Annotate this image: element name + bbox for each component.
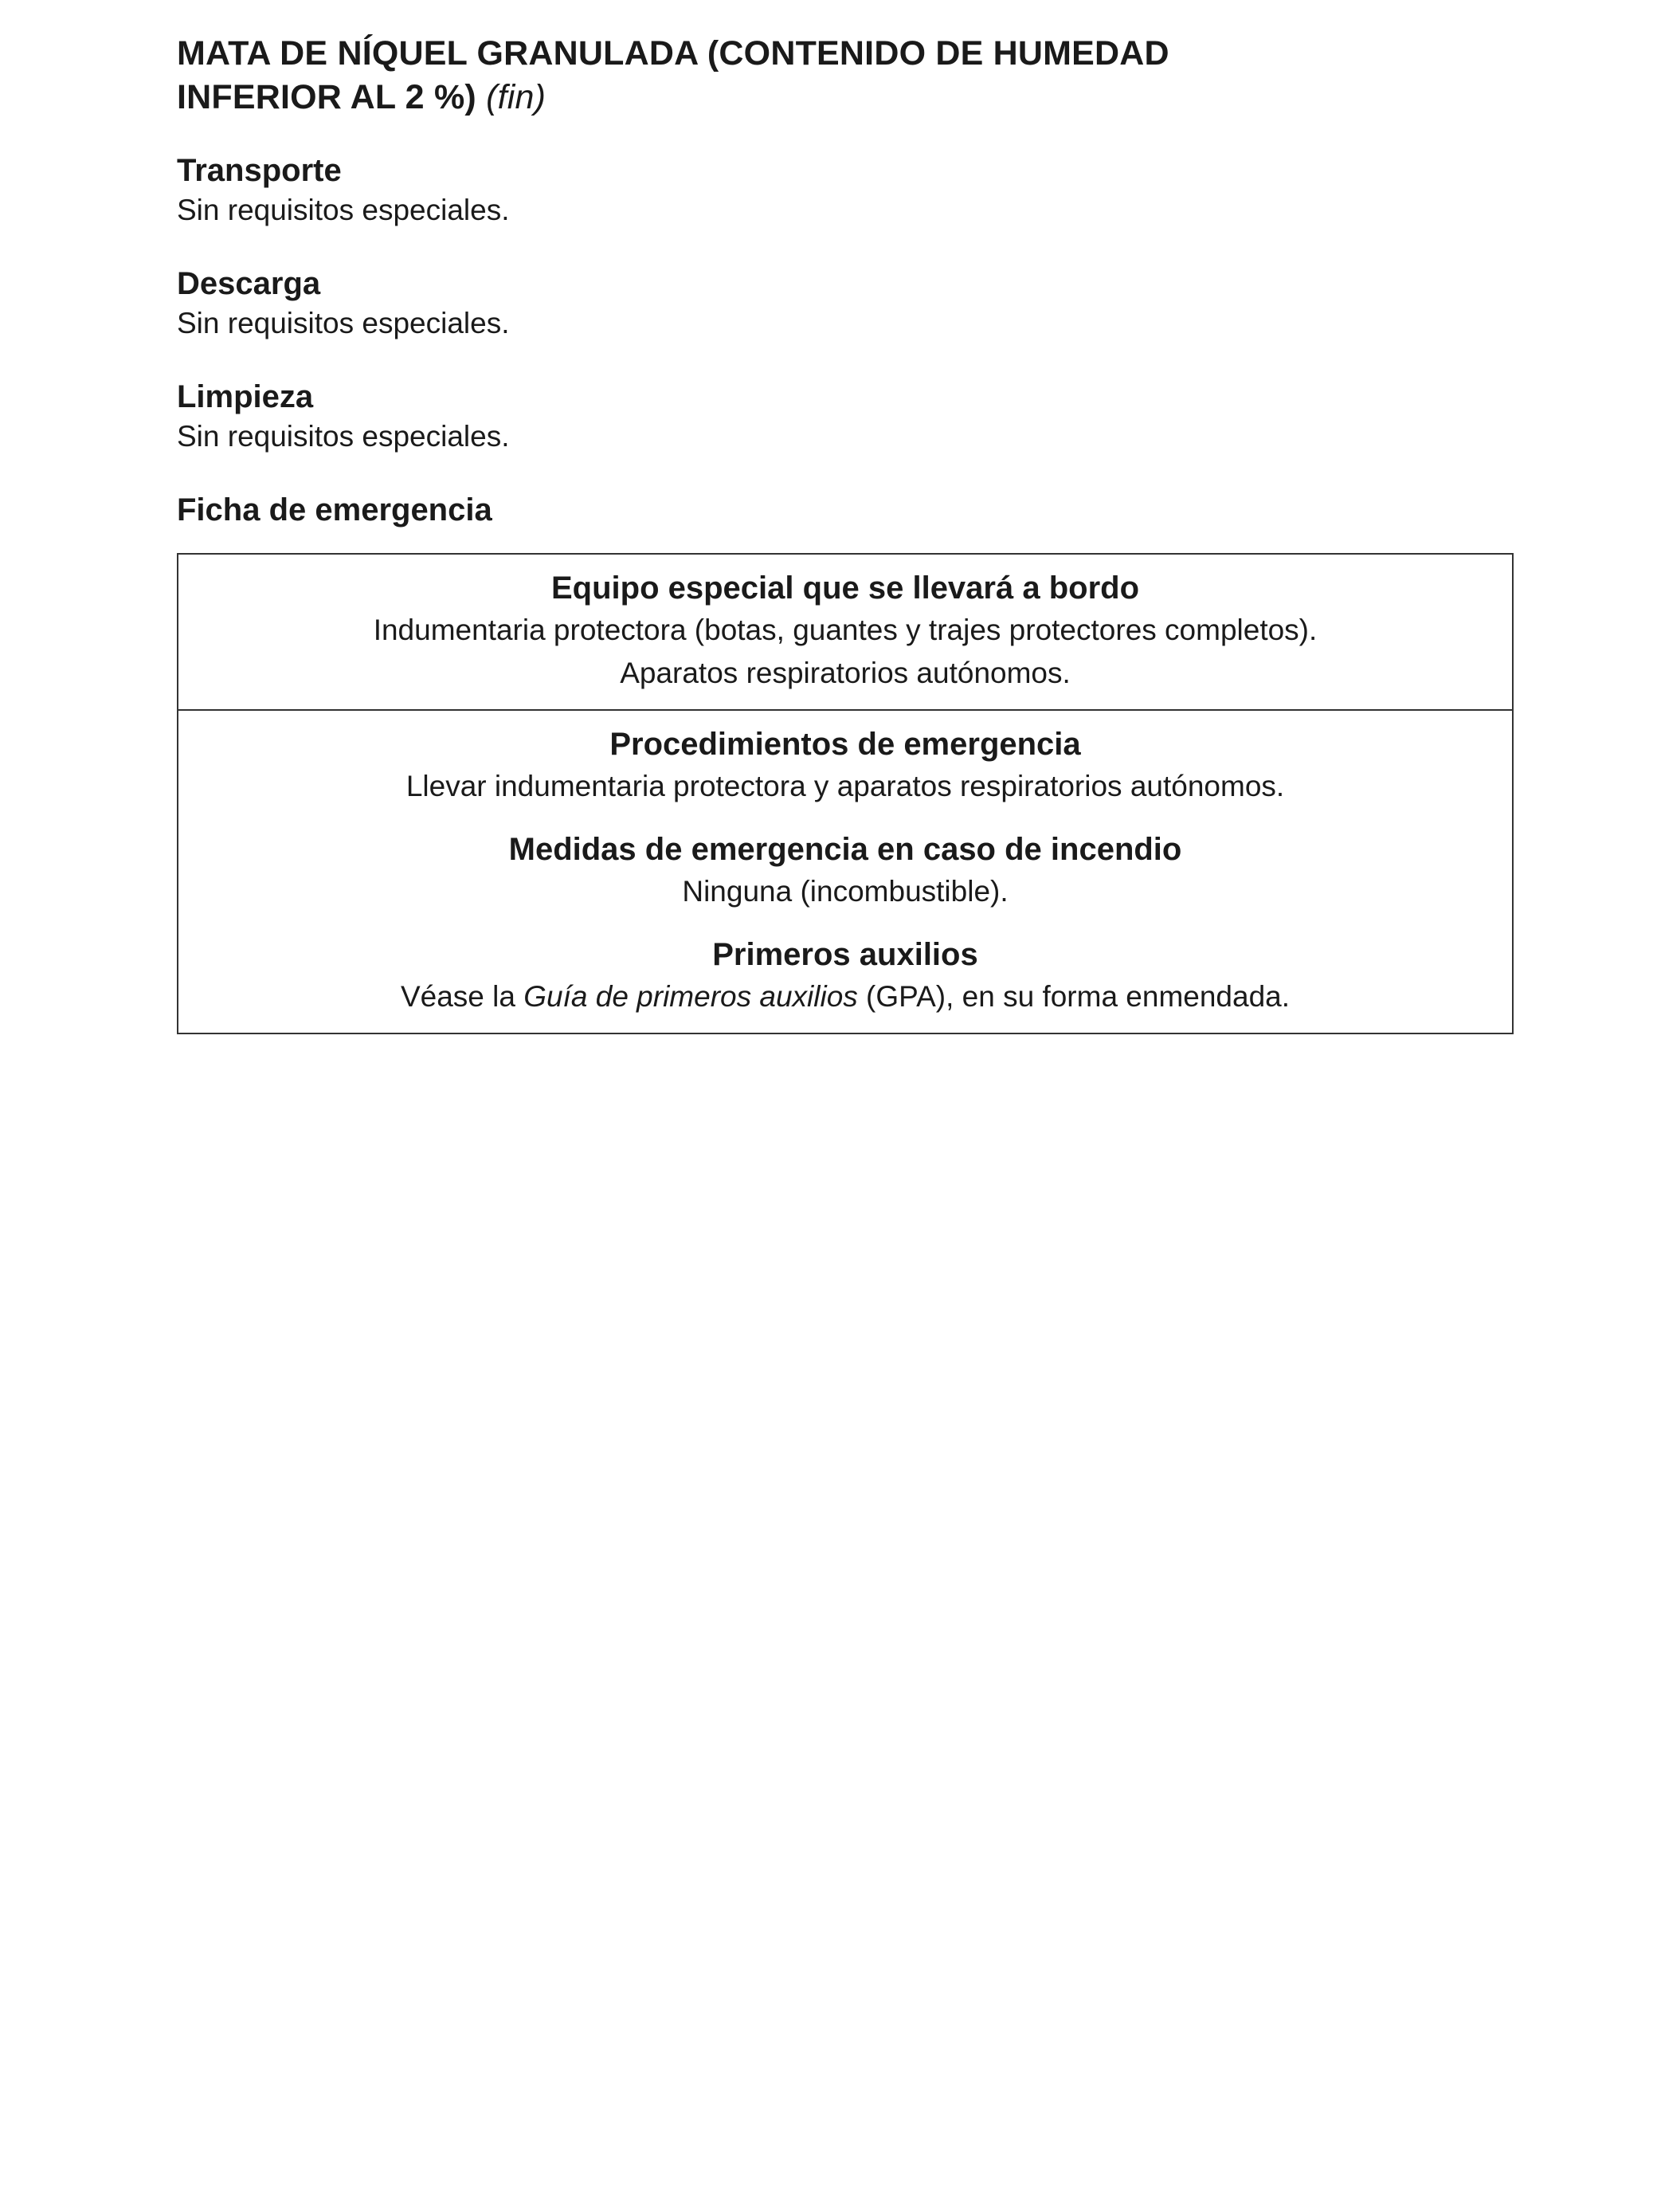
section-heading-descarga: Descarga [177,266,321,301]
auxilios-heading: Primeros auxilios [712,937,978,972]
section-heading-transporte: Transporte [177,153,342,188]
emergency-cell-equipo [178,555,1512,709]
auxilios-guide-title: Guía de primeros auxilios [523,980,858,1013]
title-line-2: INFERIOR AL 2 %) [177,78,476,116]
section-text-descarga: Sin requisitos especiales. [177,307,510,339]
incendio-heading: Medidas de emergencia en caso de incendio [508,832,1182,867]
equipo-line-2: Aparatos respiratorios autónomos. [620,657,1071,689]
section-descarga [177,263,1515,343]
auxilios-suffix: (GPA), en su forma enmendada. [857,980,1291,1013]
emergency-cell-procedures [178,709,1512,1033]
section-limpieza [177,376,1515,456]
procedimientos-line-1: Llevar indumentaria protectora y aparatos respiratorios autónomos. [405,770,1285,802]
title-line-1: MATA DE NÍQUEL GRANULADA (CONTENIDO DE HUMEDAD [177,34,1169,73]
document-page [177,32,1515,1034]
section-heading-limpieza: Limpieza [177,379,314,414]
procedimientos-block [194,724,1496,808]
incendio-line-1: Ninguna (incombustible). [682,875,1009,908]
section-heading-ficha: Ficha de emergencia [177,492,492,528]
auxilios-prefix: Véase la [400,980,524,1013]
equipo-line-1: Indumentaria protectora (botas, guantes y trajes protectores completos). [373,614,1318,646]
auxilios-line-1 [194,975,1496,1018]
emergency-table [177,553,1514,1034]
section-transporte [177,150,1515,229]
title-suffix: (fin) [486,78,546,116]
document-title [177,32,1515,120]
section-ficha-emergencia [177,489,1515,531]
section-text-limpieza: Sin requisitos especiales. [177,420,510,453]
incendio-block [194,829,1496,913]
procedimientos-heading: Procedimientos de emergencia [609,727,1081,762]
auxilios-block [194,934,1496,1018]
equipo-heading: Equipo especial que se llevará a bordo [550,571,1140,606]
section-text-transporte: Sin requisitos especiales. [177,194,510,226]
